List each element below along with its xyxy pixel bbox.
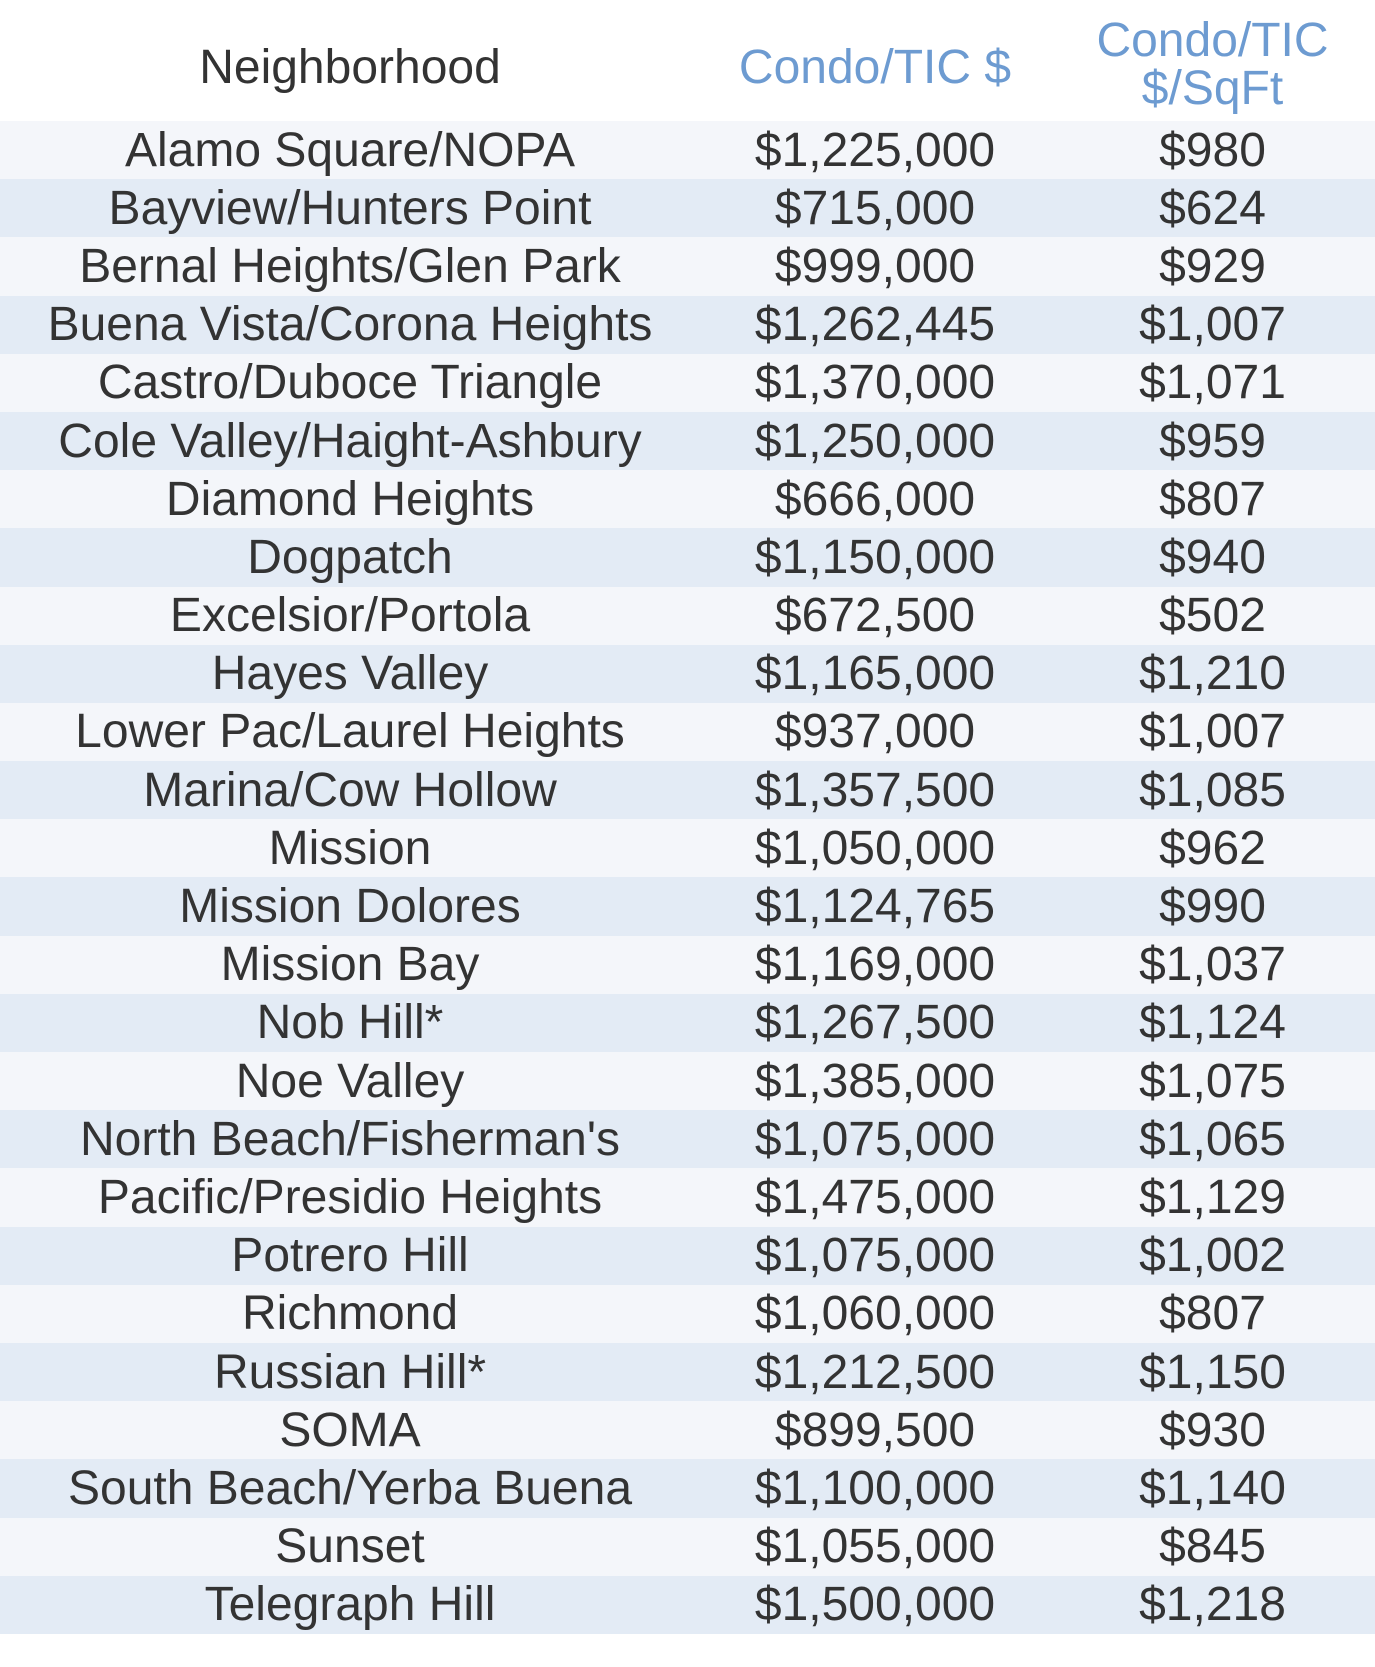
condo-tic-per-sqft-cell: $940 bbox=[1159, 530, 1266, 584]
condo-tic-price-cell: $1,475,000 bbox=[754, 1170, 996, 1224]
condo-tic-per-sqft-cell: $502 bbox=[1159, 589, 1266, 643]
table-body bbox=[0, 121, 1375, 1634]
condo-tic-price-cell: $1,075,000 bbox=[754, 1112, 996, 1166]
neighborhood-cell: Hayes Valley bbox=[211, 647, 489, 701]
neighborhood-cell: Bernal Heights/Glen Park bbox=[79, 239, 621, 293]
condo-tic-per-sqft-cell: $1,218 bbox=[1139, 1578, 1286, 1632]
condo-tic-per-sqft-cell: $845 bbox=[1159, 1520, 1266, 1574]
neighborhood-cell: Sunset bbox=[275, 1520, 425, 1574]
neighborhood-cell: Mission Dolores bbox=[179, 880, 521, 934]
table-row bbox=[0, 1052, 1375, 1110]
neighborhood-cell: Castro/Duboce Triangle bbox=[97, 356, 603, 410]
neighborhood-cell: Buena Vista/Corona Heights bbox=[47, 298, 653, 352]
condo-tic-per-sqft-cell: $1,007 bbox=[1139, 705, 1286, 759]
condo-tic-per-sqft-cell: $807 bbox=[1159, 472, 1266, 526]
condo-tic-per-sqft-cell: $807 bbox=[1159, 1287, 1266, 1341]
neighborhood-cell: SOMA bbox=[279, 1403, 421, 1457]
table-row bbox=[0, 1401, 1375, 1459]
condo-tic-per-sqft-cell: $1,037 bbox=[1139, 938, 1286, 992]
table-row bbox=[0, 587, 1375, 645]
header-neighborhood: Neighborhood bbox=[199, 41, 501, 94]
condo-tic-price-cell: $1,225,000 bbox=[754, 123, 996, 177]
table-header bbox=[0, 0, 1375, 121]
condo-tic-price-cell: $1,267,500 bbox=[754, 996, 996, 1050]
table-row bbox=[0, 1227, 1375, 1285]
table-row bbox=[0, 296, 1375, 354]
condo-tic-price-cell: $1,357,500 bbox=[754, 763, 996, 817]
condo-tic-price-cell: $1,100,000 bbox=[754, 1461, 996, 1515]
condo-tic-per-sqft-cell: $1,002 bbox=[1139, 1229, 1286, 1283]
table-row bbox=[0, 121, 1375, 179]
header-condo-tic-price: Condo/TIC $ bbox=[738, 41, 1012, 94]
condo-tic-per-sqft-cell: $959 bbox=[1159, 414, 1266, 468]
table-row bbox=[0, 703, 1375, 761]
table-row bbox=[0, 1576, 1375, 1634]
table-row bbox=[0, 1343, 1375, 1401]
table-row bbox=[0, 761, 1375, 819]
condo-tic-per-sqft-cell: $1,129 bbox=[1139, 1170, 1286, 1224]
condo-tic-price-cell: $672,500 bbox=[774, 589, 976, 643]
condo-tic-price-cell: $999,000 bbox=[774, 239, 976, 293]
neighborhood-cell: Diamond Heights bbox=[165, 472, 535, 526]
neighborhood-cell: Cole Valley/Haight-Ashbury bbox=[58, 414, 642, 468]
condo-tic-per-sqft-cell: $1,210 bbox=[1139, 647, 1286, 701]
neighborhood-cell: Alamo Square/NOPA bbox=[125, 123, 575, 177]
neighborhood-cell: Lower Pac/Laurel Heights bbox=[75, 705, 625, 759]
condo-tic-per-sqft-cell: $1,075 bbox=[1139, 1054, 1286, 1108]
table-row bbox=[0, 412, 1375, 470]
condo-tic-price-cell: $1,050,000 bbox=[754, 821, 996, 875]
neighborhood-cell: Pacific/Presidio Heights bbox=[97, 1170, 603, 1224]
condo-tic-per-sqft-cell: $1,140 bbox=[1139, 1461, 1286, 1515]
condo-tic-per-sqft-cell: $1,007 bbox=[1139, 298, 1286, 352]
table-row bbox=[0, 179, 1375, 237]
neighborhood-cell: Telegraph Hill bbox=[204, 1578, 496, 1632]
header-condo-tic-per-sqft-line2: $/SqFt bbox=[1141, 62, 1284, 115]
condo-tic-price-cell: $1,124,765 bbox=[754, 880, 996, 934]
table-row bbox=[0, 1459, 1375, 1517]
condo-tic-price-cell: $899,500 bbox=[774, 1403, 976, 1457]
neighborhood-cell: North Beach/Fisherman's bbox=[79, 1112, 621, 1166]
neighborhood-cell: Noe Valley bbox=[235, 1054, 465, 1108]
neighborhood-cell: Mission Bay bbox=[220, 938, 480, 992]
condo-tic-price-cell: $666,000 bbox=[774, 472, 976, 526]
condo-tic-per-sqft-cell: $1,124 bbox=[1139, 996, 1286, 1050]
condo-tic-price-cell: $1,165,000 bbox=[754, 647, 996, 701]
neighborhood-cell: South Beach/Yerba Buena bbox=[67, 1461, 633, 1515]
condo-tic-price-cell: $1,055,000 bbox=[754, 1520, 996, 1574]
table-row bbox=[0, 237, 1375, 295]
neighborhood-cell: Dogpatch bbox=[247, 530, 453, 584]
condo-tic-per-sqft-cell: $962 bbox=[1159, 821, 1266, 875]
table-row bbox=[0, 354, 1375, 412]
table-row bbox=[0, 1168, 1375, 1226]
neighborhood-cell: Excelsior/Portola bbox=[169, 589, 531, 643]
table-row bbox=[0, 994, 1375, 1052]
table-row bbox=[0, 470, 1375, 528]
condo-tic-per-sqft-cell: $1,150 bbox=[1139, 1345, 1286, 1399]
table-row bbox=[0, 528, 1375, 586]
condo-tic-price-cell: $1,075,000 bbox=[754, 1229, 996, 1283]
table-row bbox=[0, 819, 1375, 877]
condo-tic-price-cell: $1,150,000 bbox=[754, 530, 996, 584]
table-row bbox=[0, 1110, 1375, 1168]
table-row bbox=[0, 1518, 1375, 1576]
neighborhood-cell: Richmond bbox=[241, 1287, 459, 1341]
neighborhood-cell: Marina/Cow Hollow bbox=[143, 763, 557, 817]
neighborhood-cell: Potrero Hill bbox=[231, 1229, 469, 1283]
neighborhood-cell: Mission bbox=[268, 821, 432, 875]
condo-tic-price-cell: $937,000 bbox=[774, 705, 976, 759]
condo-tic-per-sqft-cell: $990 bbox=[1159, 880, 1266, 934]
condo-tic-price-cell: $1,500,000 bbox=[754, 1578, 996, 1632]
condo-tic-per-sqft-cell: $1,071 bbox=[1139, 356, 1286, 410]
header-condo-tic-per-sqft-line1: Condo/TIC bbox=[1096, 14, 1329, 67]
condo-tic-price-cell: $1,169,000 bbox=[754, 938, 996, 992]
condo-tic-per-sqft-cell: $980 bbox=[1159, 123, 1266, 177]
header-condo-tic-per-sqft bbox=[1050, 14, 1375, 115]
condo-tic-per-sqft-cell: $624 bbox=[1159, 181, 1266, 235]
condo-tic-per-sqft-cell: $1,065 bbox=[1139, 1112, 1286, 1166]
table-row bbox=[0, 1285, 1375, 1343]
neighborhood-cell: Bayview/Hunters Point bbox=[108, 181, 592, 235]
table-row bbox=[0, 645, 1375, 703]
table-row bbox=[0, 877, 1375, 935]
table-row bbox=[0, 936, 1375, 994]
condo-tic-per-sqft-cell: $929 bbox=[1159, 239, 1266, 293]
neighborhood-cell: Russian Hill* bbox=[213, 1345, 487, 1399]
neighborhood-cell: Nob Hill* bbox=[256, 996, 444, 1050]
condo-tic-price-cell: $715,000 bbox=[774, 181, 976, 235]
condo-tic-price-cell: $1,262,445 bbox=[754, 298, 996, 352]
condo-tic-price-cell: $1,250,000 bbox=[754, 414, 996, 468]
condo-tic-price-cell: $1,060,000 bbox=[754, 1287, 996, 1341]
condo-tic-price-cell: $1,385,000 bbox=[754, 1054, 996, 1108]
condo-tic-per-sqft-cell: $930 bbox=[1159, 1403, 1266, 1457]
condo-tic-price-cell: $1,212,500 bbox=[754, 1345, 996, 1399]
condo-tic-per-sqft-cell: $1,085 bbox=[1139, 763, 1286, 817]
condo-tic-price-cell: $1,370,000 bbox=[754, 356, 996, 410]
